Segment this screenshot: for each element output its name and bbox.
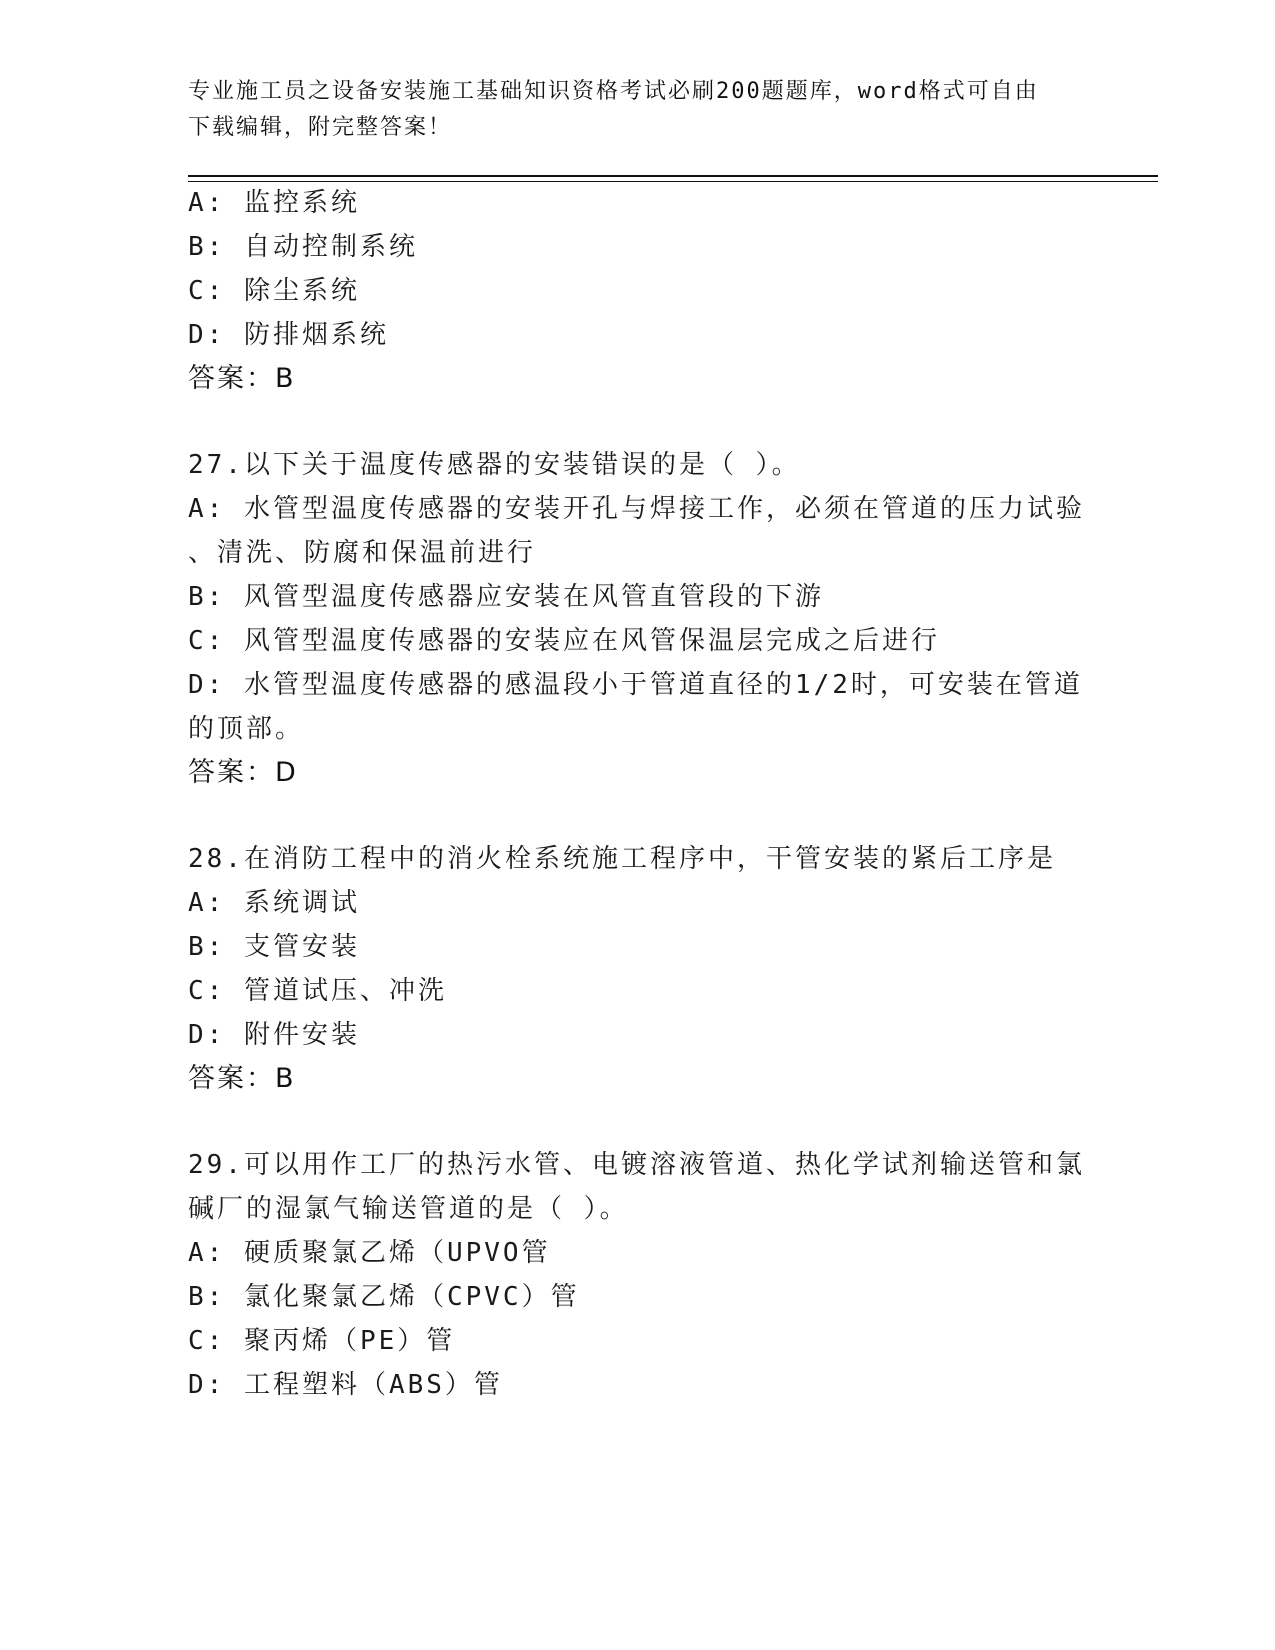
q28-option-a: A: 系统调试 — [188, 888, 360, 918]
q29-option-b: B: 氯化聚氯乙烯（CPVC）管 — [188, 1282, 580, 1312]
q27-option-b: B: 风管型温度传感器应安装在风管直管段的下游 — [188, 582, 824, 612]
q27-stem: 27.以下关于温度传感器的安装错误的是（ ）。 — [188, 450, 801, 480]
q26-option-c: C: 除尘系统 — [188, 276, 360, 306]
q26-option-b: B: 自动控制系统 — [188, 232, 418, 262]
q27-option-d-line-2: 的顶部。 — [188, 714, 305, 744]
header-line-1: 专业施工员之设备安装施工基础知识资格考试必刷200题题库，word格式可自由 — [188, 79, 1039, 104]
q28-stem: 28.在消防工程中的消火栓系统施工程序中，干管安装的紧后工序是 — [188, 844, 1056, 874]
q27-answer: 答案：D — [188, 757, 298, 788]
q29-option-d: D: 工程塑料（ABS）管 — [188, 1370, 503, 1400]
q26-answer: 答案：B — [188, 363, 296, 394]
q28-option-b: B: 支管安装 — [188, 932, 360, 962]
q29-option-a: A: 硬质聚氯乙烯（UPVO管 — [188, 1238, 551, 1268]
q29-stem-line-1: 29.可以用作工厂的热污水管、电镀溶液管道、热化学试剂输送管和氯 — [188, 1150, 1085, 1180]
q27-option-a-line-2: 、清洗、防腐和保温前进行 — [188, 538, 537, 568]
document-header — [188, 74, 1088, 146]
q28-answer: 答案：B — [188, 1063, 296, 1094]
q28-option-c: C: 管道试压、冲洗 — [188, 976, 447, 1006]
q29-option-c: C: 聚丙烯（PE）管 — [188, 1326, 456, 1356]
header-line-2: 下载编辑，附完整答案！ — [188, 115, 453, 140]
q27-option-d-line-1: D: 水管型温度传感器的感温段小于管道直径的1/2时，可安装在管道 — [188, 670, 1083, 700]
q28-option-d: D: 附件安装 — [188, 1020, 360, 1050]
q27-option-a-line-1: A: 水管型温度传感器的安装开孔与焊接工作，必须在管道的压力试验 — [188, 494, 1085, 524]
q27-option-c: C: 风管型温度传感器的安装应在风管保温层完成之后进行 — [188, 626, 940, 656]
header-rule-thin — [188, 181, 1158, 182]
q26-option-d: D: 防排烟系统 — [188, 320, 389, 350]
q29-stem-line-2: 碱厂的湿氯气输送管道的是（ ）。 — [188, 1194, 629, 1224]
q26-option-a: A: 监控系统 — [188, 188, 360, 218]
header-rule-thick — [188, 175, 1158, 177]
